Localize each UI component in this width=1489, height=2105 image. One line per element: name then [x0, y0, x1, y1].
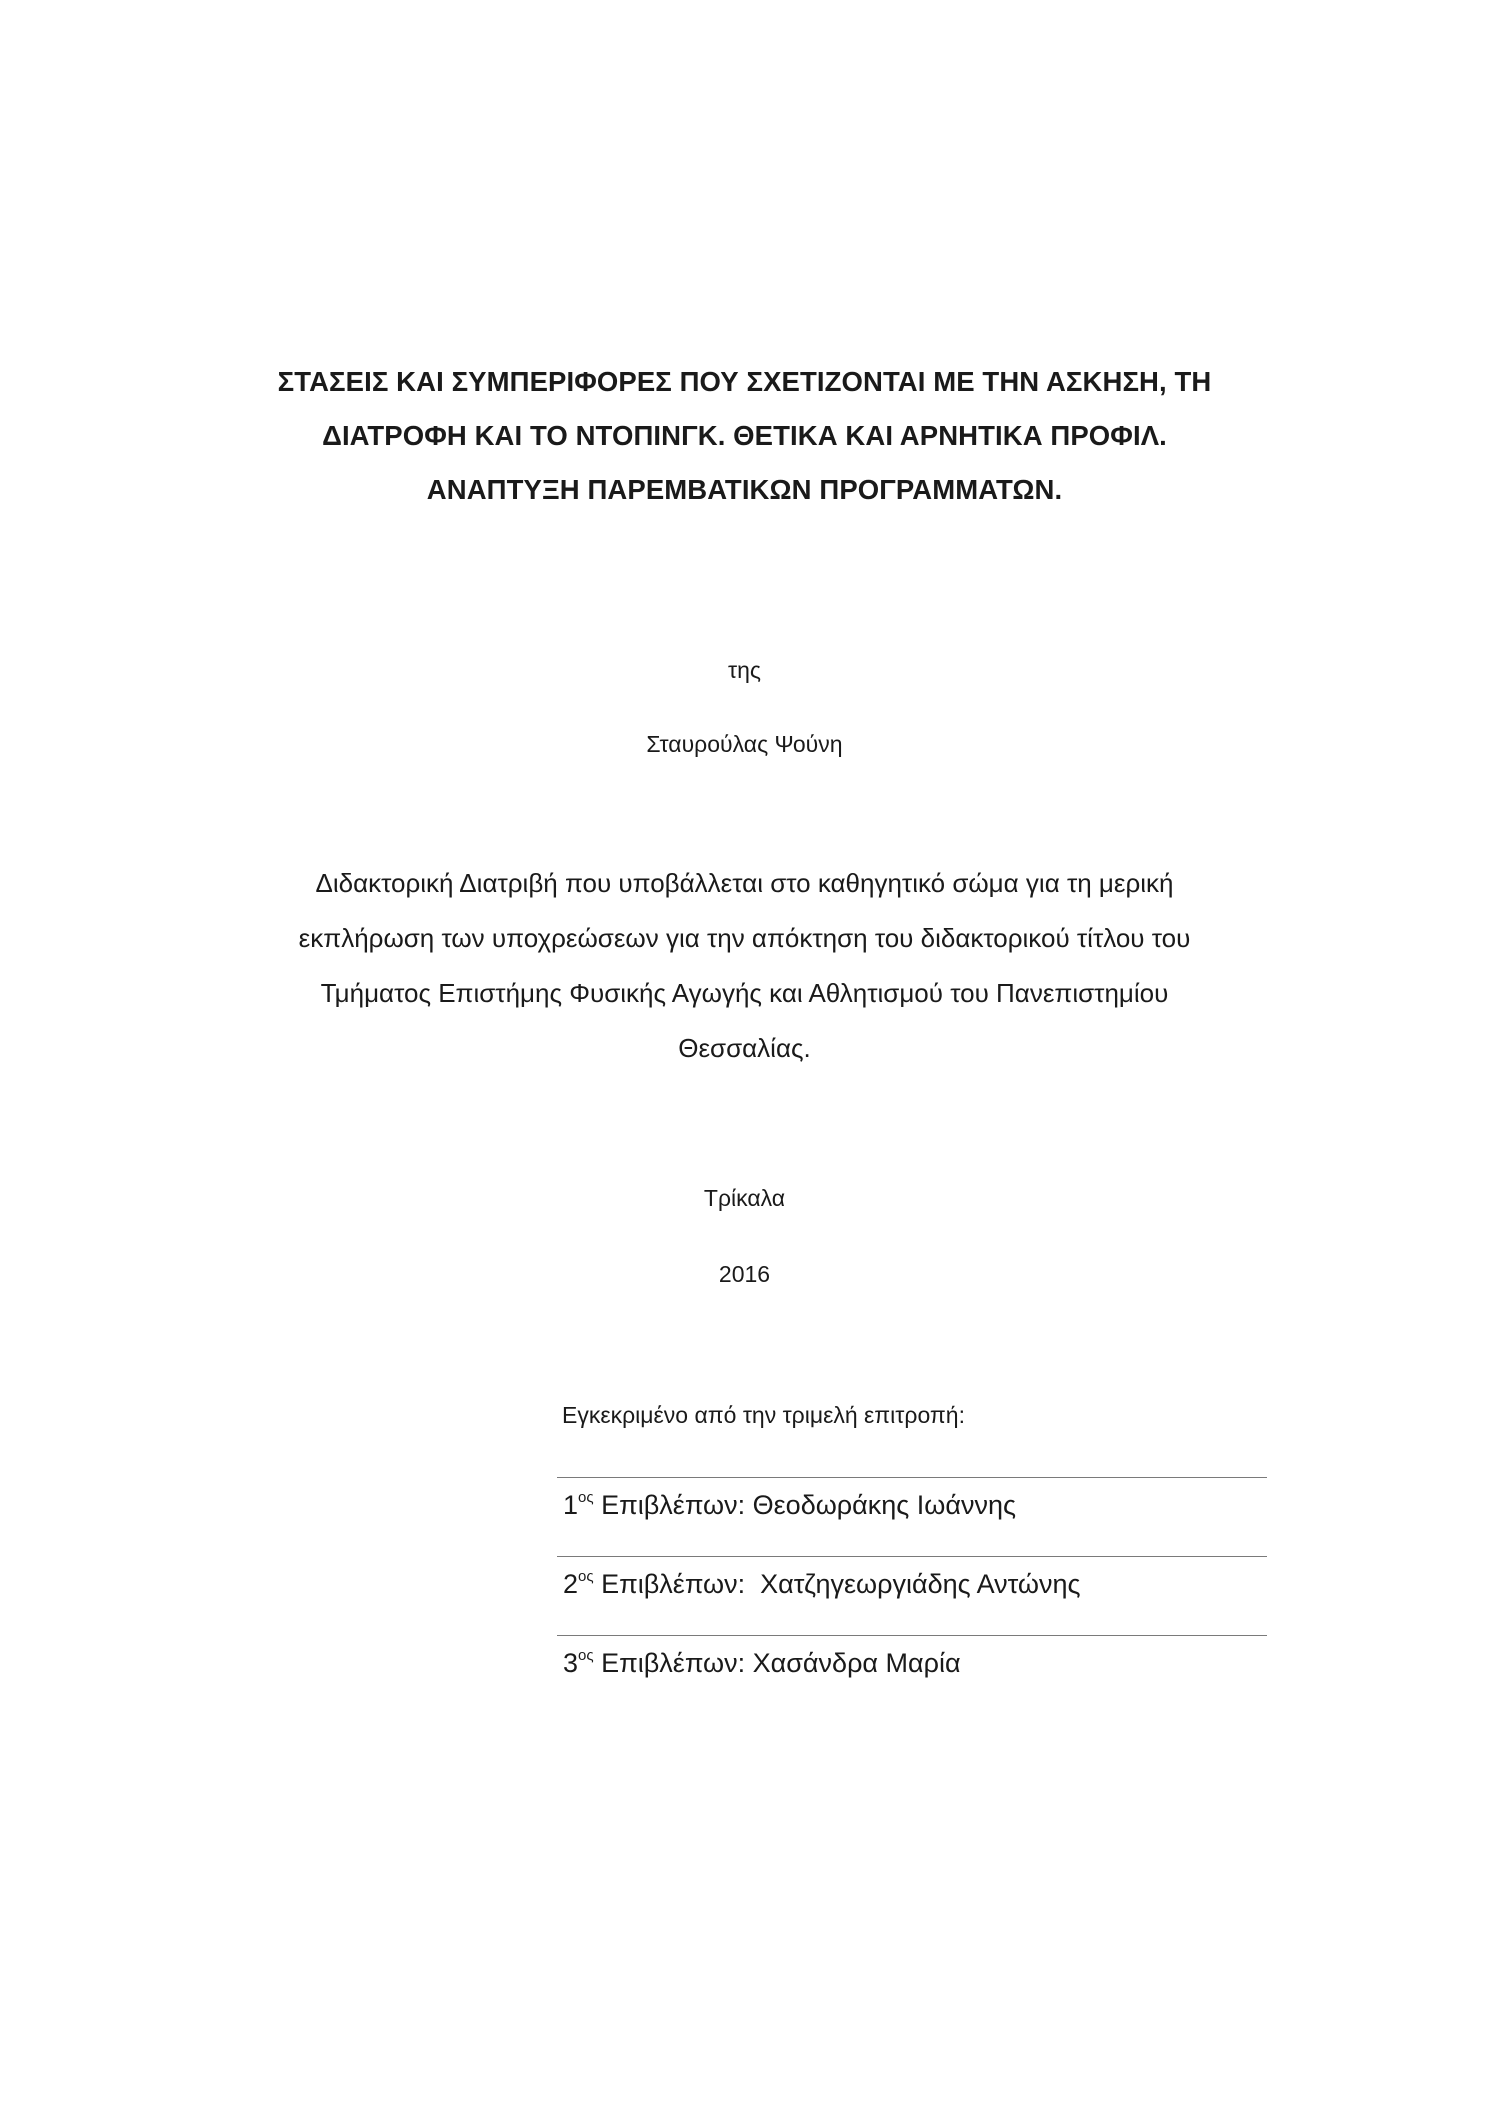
thesis-title-line: ΣΤΑΣΕΙΣ ΚΑΙ ΣΥΜΠΕΡΙΦΟΡΕΣ ΠΟΥ ΣΧΕΤΙΖΟΝΤΑΙ ΜΕ ΤΗΝ ΑΣΚΗΣΗ, ΤΗ [277, 366, 1212, 397]
thesis-title-line: ΑΝΑΠΤΥΞΗ ΠΑΡΕΜΒΑΤΙΚΩΝ ΠΡΟΓΡΑΜΜΑΤΩΝ. [426, 474, 1063, 505]
description-line: Διδακτορική Διατριβή που υποβάλλεται στο καθηγητικό σώμα για τη μερική [315, 868, 1174, 898]
committee-member-text [563, 1488, 1016, 1522]
description-line: Θεσσαλίας. [678, 1033, 811, 1063]
member-ordinal-suffix: ος [578, 1489, 594, 1506]
description-line: Τμήματος Επιστήμης Φυσικής Αγωγής και Αθλητισμού του Πανεπιστημίου [320, 978, 1169, 1008]
committee-member-list [557, 1477, 1267, 1714]
thesis-title [0, 355, 1489, 517]
member-number: 3 [563, 1648, 579, 1678]
committee-member-text [563, 1567, 1081, 1601]
member-number: 2 [563, 1569, 579, 1599]
committee-section [557, 1400, 1267, 1714]
author-preposition: της [728, 657, 761, 683]
author-name: Σταυρούλας Ψούνη [646, 731, 843, 757]
member-role-name: Επιβλέπων: Χατζηγεωργιάδης Αντώνης [593, 1569, 1081, 1599]
committee-member [557, 1635, 1267, 1714]
description-line: εκπλήρωση των υποχρεώσεων για την απόκτηση του διδακτορικού τίτλου του [298, 923, 1191, 953]
committee-member [557, 1556, 1267, 1635]
committee-member [557, 1477, 1267, 1556]
member-role-name: Επιβλέπων: Θεοδωράκης Ιωάννης [593, 1490, 1017, 1520]
member-ordinal-suffix: ος [578, 1647, 594, 1664]
thesis-title-line: ΔΙΑΤΡΟΦΗ ΚΑΙ ΤΟ ΝΤΟΠΙΝΓΚ. ΘΕΤΙΚΑ ΚΑΙ ΑΡΝΗΤΙΚΑ ΠΡΟΦΙΛ. [322, 420, 1167, 451]
year: 2016 [718, 1261, 771, 1287]
place: Τρίκαλα [703, 1185, 786, 1211]
committee-member-text [563, 1646, 961, 1680]
member-role-name: Επιβλέπων: Χασάνδρα Μαρία [593, 1648, 961, 1678]
thesis-description [0, 856, 1489, 1076]
committee-heading: Εγκεκριμένο από την τριμελή επιτροπή: [562, 1402, 965, 1428]
member-ordinal-suffix: ος [578, 1568, 594, 1585]
member-number: 1 [563, 1490, 579, 1520]
